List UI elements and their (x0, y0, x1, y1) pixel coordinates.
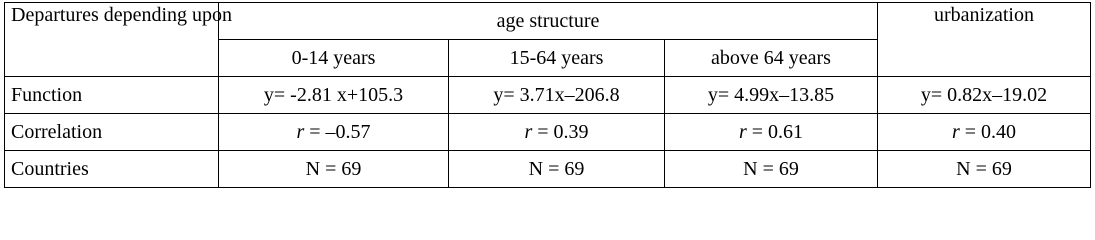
countries-cell: N = 69 (219, 151, 449, 188)
function-cell: y= 4.99x–13.85 (665, 77, 878, 114)
function-cell: y= 3.71x–206.8 (449, 77, 665, 114)
correlation-value: = 0.61 (746, 121, 804, 143)
correlation-cell (219, 114, 449, 151)
age-column-header: above 64 years (665, 40, 878, 77)
correlation-variable: r (738, 121, 747, 143)
countries-cell: N = 69 (449, 151, 665, 188)
age-structure-header: age structure (219, 3, 878, 40)
countries-cell: N = 69 (878, 151, 1091, 188)
regression-table (4, 2, 1091, 188)
table-row-function (5, 77, 1091, 114)
row-label: Countries (5, 151, 219, 188)
correlation-cell (449, 114, 665, 151)
correlation-variable: r (951, 121, 960, 143)
corner-header-cell: Departures depending upon (5, 3, 219, 77)
correlation-variable: r (524, 121, 533, 143)
row-label: Correlation (5, 114, 219, 151)
function-cell: y= -2.81 x+105.3 (219, 77, 449, 114)
urbanization-header: urbanization (878, 3, 1091, 77)
correlation-variable: r (296, 121, 305, 143)
correlation-cell (665, 114, 878, 151)
table-row-countries (5, 151, 1091, 188)
age-column-header: 15-64 years (449, 40, 665, 77)
age-column-header: 0-14 years (219, 40, 449, 77)
row-label: Function (5, 77, 219, 114)
correlation-cell (878, 114, 1091, 151)
function-cell: y= 0.82x–19.02 (878, 77, 1091, 114)
correlation-value: = 0.39 (532, 121, 589, 143)
correlation-value: = 0.40 (959, 121, 1017, 143)
correlation-value: = –0.57 (304, 121, 371, 143)
header-row-1 (5, 3, 1091, 40)
table-row-correlation (5, 114, 1091, 151)
countries-cell: N = 69 (665, 151, 878, 188)
